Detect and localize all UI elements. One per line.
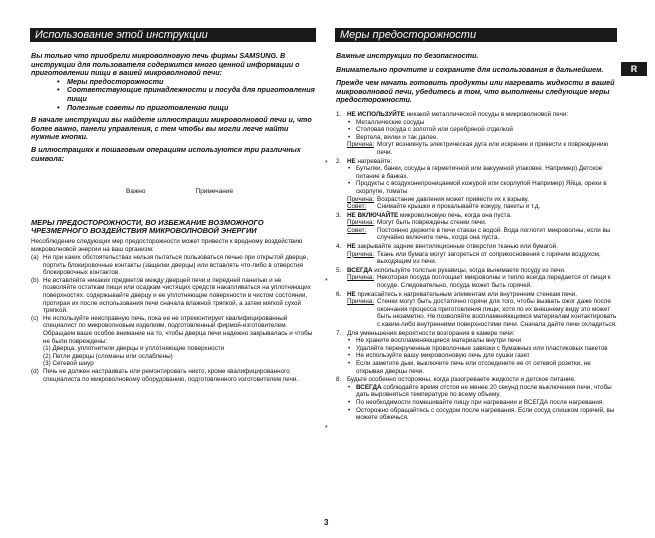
illustration-note: В начале инструкции вы найдете иллюстрации микроволновой печи и, что более важно, панели управления, с тем чтобы вы могли легче найти нужные кнопки. [31, 115, 312, 142]
item-number: 1. [336, 110, 342, 118]
right-column [336, 52, 618, 423]
precaution-4 [336, 243, 618, 266]
item-lead: НЕ [347, 157, 356, 165]
advice-text: Снимайте крышки и прокалывайте кожуру, пакеты и т.д. [377, 203, 541, 211]
item-lead: НЕ [347, 290, 356, 298]
list-item: • Бутылки, банки, сосуды в герметичной или вакуумной упаковке. Например) Детское питание в банках. [347, 165, 618, 180]
item-rest: используйте толстые рукавицы, когда вынимаете посуду из печи. [372, 266, 566, 274]
item-lead: ВСЕГДА [347, 266, 373, 274]
reason-text: Стенки могут быть достаточно горячи для того, чтобы вызвать ожог даже после окончания процесса приготовления пищи, хотя по их внешнему виду это может быть незаметно. Не позволяйте воспламеняющимся материалам контактировать с каким-либо внутренними поверхностями печи. Сначала дайте печи охладиться. [377, 298, 617, 328]
list-item: • Вертела, вилки и так далее. [347, 134, 618, 142]
list-item: • Если заметите дым, выключите печь или отсоедините ее от сетевой розетки, не открывая дверцы печи. [347, 360, 618, 375]
reason-text: Возрастание давления может привести их к взрыву. [377, 195, 529, 203]
symbols-note: В иллюстрациях к пошаговым операциям используются три различных символа: [31, 144, 301, 163]
precaution-2 [336, 158, 618, 211]
item-rest: соблюдайте время отстоя не менее 20 секунд после выключения печи, чтобы дать выровняться температуре по всему объему. [356, 383, 612, 399]
item-text: Не используйте неисправную печь, пока ее не отремонтирует квалифицированный специалист по микроволновым изделиям, подготовленный фирмой-изготовителем. [43, 314, 288, 330]
item-rest: прикасайтесь к нагревательным элементам или внутренним стенкам печи. [355, 290, 578, 298]
margin-star-icon: * [325, 278, 328, 285]
intro-list-item: • Меры предосторожности [57, 78, 315, 87]
language-tab: R [621, 62, 647, 76]
safety-item [31, 254, 315, 277]
item-text: Печь не должен настраивать или ремонтировать никто, кроме квалифицированного специалиста по микроволновому оборудованию, подготовленного изготовителем печи. [43, 368, 299, 383]
precaution-7 [336, 330, 618, 376]
read-note: Внимательно прочтите и сохраните для использования в дальнейшем. [336, 64, 604, 74]
list-item: • Металлические сосуды [347, 119, 618, 127]
safety-item [31, 368, 315, 383]
item-text: Будьте особенно осторожны, когда разогреваете жидкости и детское питание. [347, 376, 576, 384]
reason-text: Некоторая посуда поглощает микроволны и тепло всегда передается от пищи к посуде. Следовательно, посуда может быть горячей. [377, 274, 611, 290]
list-item: • Столовая посуда с золотой или серебряной отделкой [347, 126, 618, 134]
precaution-8 [336, 376, 618, 422]
item-number: 7. [336, 329, 342, 337]
item-number: 5. [336, 266, 342, 274]
symbol-legend [126, 188, 315, 196]
precaution-6 [336, 291, 618, 329]
legend-important: Важно [126, 188, 146, 196]
item-number: 2. [336, 157, 342, 165]
c-sub-item: (1) Дверца, уплотнители дверцы и уплотняющие поверхности [43, 345, 225, 353]
list-item [347, 384, 618, 399]
reason-label: Причина: [347, 219, 375, 227]
item-rest: закрывайте задние вентиляционные отверстия тканью или бумагой. [355, 243, 558, 251]
page-number: 3 [324, 518, 329, 527]
item-number: 4. [336, 243, 342, 251]
legend-note: Примечание [195, 188, 234, 196]
precaution-5 [336, 267, 618, 290]
reason-label: Причина: [347, 250, 375, 258]
item-lead: НЕ ИСПОЛЬЗУЙТЕ [347, 110, 405, 118]
reason-label: Причина: [347, 298, 375, 306]
reason-label: Причина: [347, 141, 375, 149]
intro-text: Вы только что приобрели микроволновую печь фирмы SAMSUNG. В инструкции для пользователя содержится много ценной информации о приготовлении пищи в вашей микроволновой печи: [31, 51, 300, 78]
item-lead: ВСЕГДА [356, 383, 382, 391]
before-note: Прежде чем начать готовить продукты или нагревать жидкости в вашей микроволновой печи, убедитесь в том, что выполнены следующие меры предосторожности. [336, 78, 615, 105]
c-sub-item: (3) Сетевой шнур [43, 360, 94, 368]
item-lead: НЕ ВКЛЮЧАЙТЕ [347, 211, 399, 219]
intro-list-item: • Полезные советы по приготовлению пищи [57, 104, 315, 113]
item-label: (b) [31, 276, 39, 284]
safety-item [31, 277, 315, 315]
list-item: • По необходимости помешивайте пищу при нагревании и ВСЕГДА после нагревания. [347, 399, 618, 407]
reason-label: Причина: [347, 274, 375, 282]
precaution-3 [336, 212, 618, 242]
margin-star-icon: * [325, 160, 328, 167]
advice-text: Постоянно держите в печи стакан с водой. Вода поглотит микроволны, если вы случайно включите печь, когда она пуста. [377, 226, 611, 242]
item-number: 3. [336, 211, 342, 219]
safety-title: МЕРЫ ПРЕДОСТОРОЖНОСТИ, ВО ИЗБЕЖАНИЕ ВОЗМОЖНОГО ЧРЕЗМЕРНОГО ВОЗДЕЙСТВИЯ МИКРОВОЛНОВОЙ ЭНЕРГИИ [31, 217, 264, 236]
right-section-header: Меры предосторожности [335, 28, 617, 42]
list-item: • Не используйте вашу микроволновую печь для сушки газет [347, 352, 618, 360]
item-rest: никакой металлической посуды в микроволновой печи: [404, 110, 569, 118]
c-sub-item: (2) Петли дверцы (сломаны или ослаблены) [43, 352, 173, 360]
left-column [31, 52, 315, 383]
item-label: (c) [31, 314, 39, 322]
item-rest: микроволновую печь, когда она пуста. [398, 211, 512, 219]
c-extra-text: Обращаем ваше особое внимание на то, чтобы дверца печи надежно закрывалась и чтобы не были повреждены: [43, 330, 313, 345]
margin-star-icon: * [325, 425, 328, 432]
safety-intro: Несоблюдение следующих мер предосторожности может привести к вредному воздействию микроволновой энергии на ваш организм: [31, 237, 303, 253]
item-number: 6. [336, 290, 342, 298]
reason-text: Могут возникнуть электрическая дуга или искрение и привести к повреждению печи. [377, 141, 609, 156]
intro-list-item: • Соответствующие принадлежности и посуда для приготовления пищи [57, 86, 315, 103]
advice-label: Совет: [347, 226, 367, 234]
item-number: 8. [336, 376, 342, 384]
item-label: (a) [31, 254, 39, 262]
reason-label: Причина: [347, 195, 375, 203]
item-label: (d) [31, 368, 39, 375]
item-lead: НЕ [347, 243, 356, 251]
item-rest: нагревайте: [355, 157, 393, 165]
list-item: • Удаляйте перекрученные проволочные завязки с бумажных или пластиковых пакетов [347, 345, 618, 353]
left-section-header: Использование этой инструкции [30, 28, 316, 42]
safety-item [31, 315, 315, 330]
advice-label: Совет: [347, 203, 367, 211]
list-item: • Продукты с воздухонепроницаемой кожурой или скорлупой Например) Яйца, орехи в скорлупе, томаты [347, 180, 618, 195]
item-text: Ни при каких обстоятельствах нельзя пытаться пользоваться печью при открытой дверце, портить блокировочные контакты (защелки дверцы) или вставлять что-либо в отверстия блокировочных контактов. [43, 254, 309, 277]
list-item: • Осторожно обращайтесь с сосудом после нагревания. Если сосуд слишком горячий, вы можете обжечься. [347, 407, 618, 422]
intro-list [57, 78, 315, 112]
reason-text: Могут быть повреждены стенки печи. [377, 219, 487, 227]
item-text: Для уменьшения вероятности возгорания в камере печи: [347, 329, 515, 337]
list-item: • Не храните воспламеняющиеся материалы внутри печи [347, 337, 618, 345]
precaution-1 [336, 111, 618, 157]
reason-text: Ткань или бумага могут загореться от соприкосновения с горячим воздухом, выходящим из печи. [377, 250, 601, 266]
item-text: Не вставляйте никаких предметов между дверцей печи и передней панелью и не позволяйте остаткам пищи или осадкам чистящих средств накапливаться на уплотняющих поверхностях. содержывайте дверцу и ее уплотняющие поверхности в чистом состоянии, протирая их после использования печи сначала влажной тряпкой, а затем мягкой сухой тряпкой. [43, 276, 311, 315]
important-title: Важные инструкции по безопасности. [336, 51, 479, 60]
